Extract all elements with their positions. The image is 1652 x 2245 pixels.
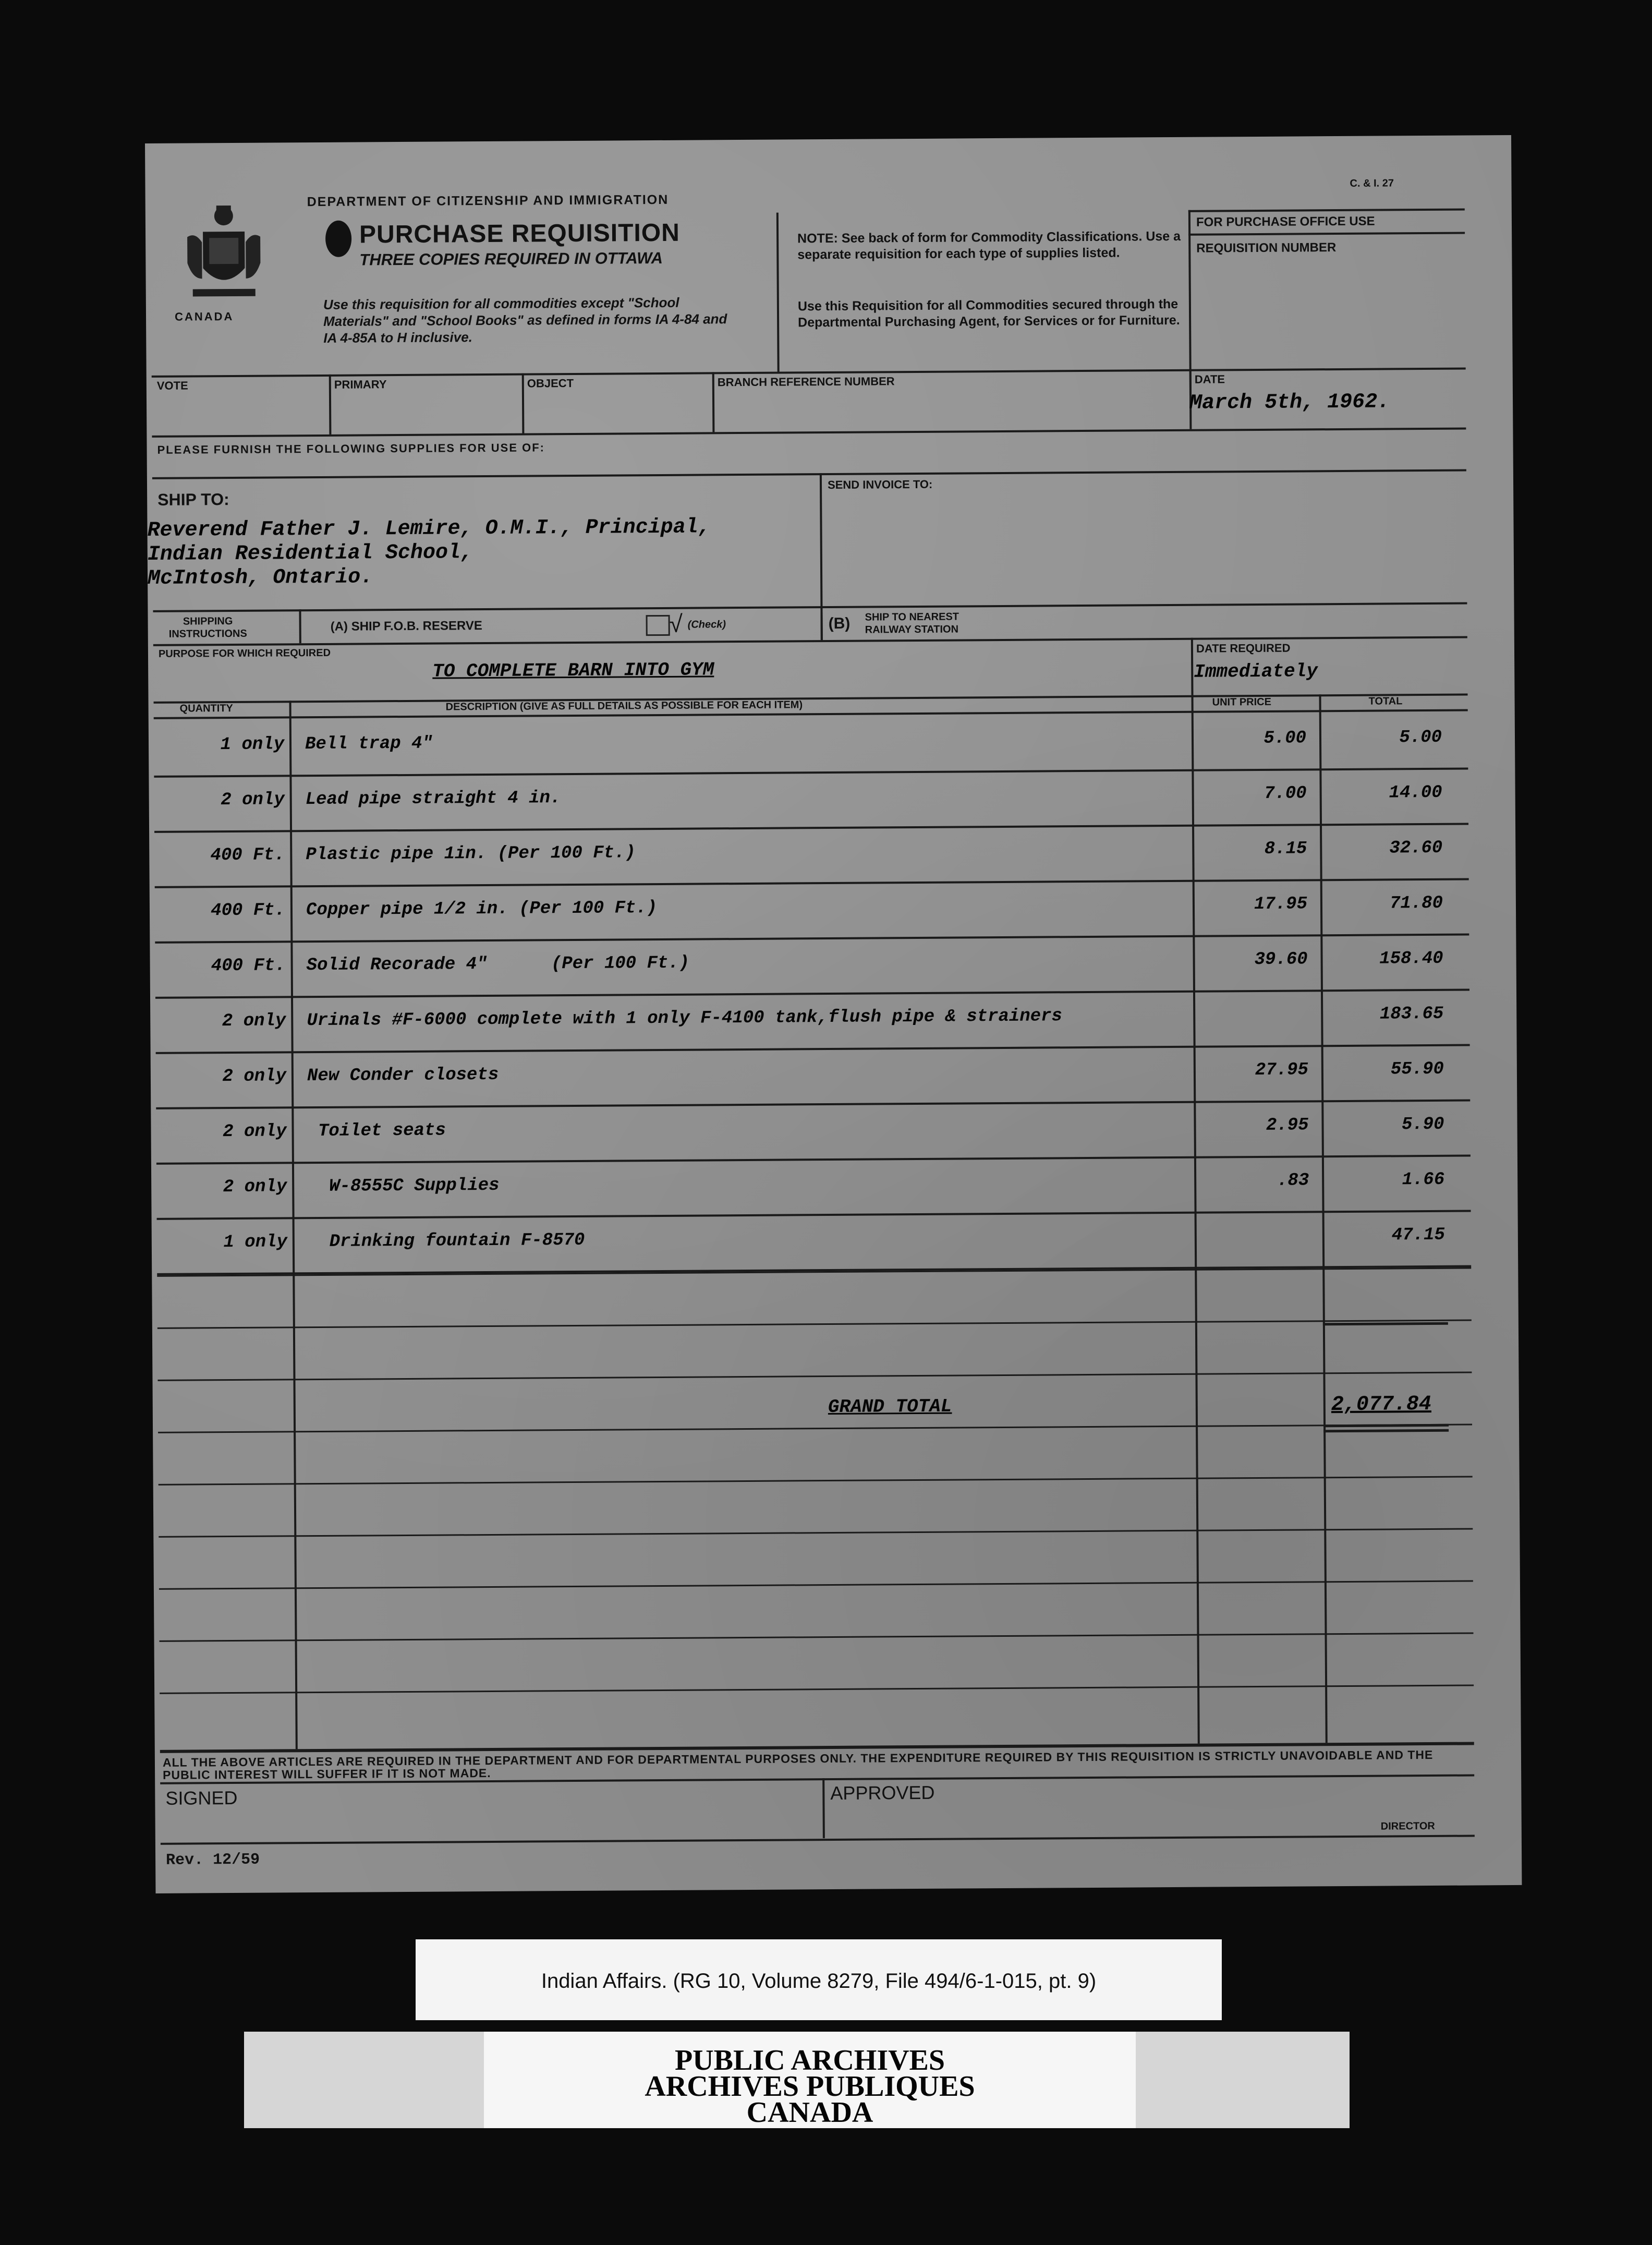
- item-total: 14.00: [1389, 782, 1442, 803]
- note-services: Use this Requisition for all Commodities secured through the Departmental Purchasing Agent, for Services or for Furniture.: [797, 296, 1180, 330]
- send-invoice-label: SEND INVOICE TO:: [827, 477, 933, 492]
- row-divider: [159, 1580, 1473, 1589]
- item-quantity: 2 only: [223, 1121, 287, 1142]
- ship-fob-checkbox[interactable]: [646, 615, 670, 636]
- item-quantity: 400 Ft.: [211, 956, 286, 976]
- item-quantity: 400 Ft.: [211, 900, 286, 921]
- requisition-form: [145, 135, 1522, 1893]
- item-unit-price: 7.00: [1264, 783, 1307, 804]
- ship-to-line: McIntosh, Ontario.: [147, 565, 373, 590]
- ship-fob-reserve-label: (A) SHIP F.O.B. RESERVE: [330, 619, 482, 634]
- item-total: 5.90: [1401, 1114, 1444, 1135]
- archive-stamp-label: [484, 2032, 1136, 2128]
- item-description: Plastic pipe 1in. (Per 100 Ft.): [306, 843, 636, 865]
- item-quantity: 2 only: [223, 1177, 287, 1198]
- grand-total-label: GRAND TOTAL: [828, 1395, 952, 1418]
- primary-label: PRIMARY: [334, 378, 387, 391]
- item-description: Lead pipe straight 4 in.: [305, 788, 561, 810]
- item-total: 71.80: [1389, 893, 1443, 914]
- date-value: March 5th, 1962.: [1189, 390, 1390, 415]
- date-required-label: DATE REQUIRED: [1196, 641, 1291, 655]
- item-unit-price: 2.95: [1266, 1115, 1309, 1136]
- item-total: 55.90: [1390, 1059, 1444, 1080]
- item-quantity: 2 only: [222, 1011, 286, 1032]
- office-use-label: FOR PURCHASE OFFICE USE: [1196, 214, 1375, 230]
- item-unit-price: 5.00: [1264, 728, 1307, 749]
- signed-label: SIGNED: [165, 1787, 238, 1809]
- archive-reference: Indian Affairs. (RG 10, Volume 8279, File 494/6-1-015, pt. 9): [541, 1970, 1097, 1993]
- check-mark: √: [669, 610, 683, 637]
- row-divider: [157, 1372, 1472, 1381]
- column-unit-price: UNIT PRICE: [1212, 696, 1271, 708]
- branch-reference-label: BRANCH REFERENCE NUMBER: [717, 375, 895, 389]
- note-commodity: NOTE: See back of form for Commodity Classifications. Use a separate requisition for each type of supplies listed.: [797, 228, 1181, 262]
- item-total: 5.00: [1399, 727, 1442, 748]
- grand-total-value: 2,077.84: [1331, 1392, 1431, 1417]
- ship-to-line: Indian Residential School,: [147, 541, 473, 566]
- declaration-text: ALL THE ABOVE ARTICLES ARE REQUIRED IN THE DEPARTMENT AND FOR DEPARTMENTAL PURPOSES ONLY. THE EXPENDITURE REQUIRED BY THIS REQUISITION IS STRICTLY UNAVOIDABLE AND THE PUBLIC INTEREST WILL SUFFER IF IT IS NOT MADE.: [162, 1747, 1434, 1782]
- item-description: Bell trap 4": [305, 733, 433, 755]
- country-label: CANADA: [174, 309, 234, 323]
- row-divider: [158, 1423, 1472, 1433]
- item-quantity: 1 only: [220, 734, 285, 755]
- archive-stamp: [244, 2032, 1350, 2128]
- form-subtitle: THREE COPIES REQUIRED IN OTTAWA: [359, 248, 663, 269]
- item-description: Solid Recorade 4" (Per 100 Ft.): [306, 953, 690, 976]
- column-description: DESCRIPTION (GIVE AS FULL DETAILS AS POSSIBLE FOR EACH ITEM): [445, 699, 803, 713]
- ship-option-b: (B): [828, 614, 851, 633]
- item-description: Drinking fountain F-8570: [308, 1230, 585, 1252]
- item-total: 47.15: [1391, 1225, 1445, 1246]
- ship-to-label: SHIP TO:: [157, 490, 229, 509]
- revision-code: Rev. 12/59: [166, 1851, 260, 1869]
- ship-to-address: [147, 515, 711, 591]
- vote-label: VOTE: [156, 379, 188, 392]
- row-divider: [157, 1320, 1472, 1329]
- row-divider: [156, 1155, 1471, 1165]
- item-quantity: 2 only: [221, 790, 285, 811]
- row-divider: [156, 1044, 1470, 1054]
- item-total: 183.65: [1379, 1004, 1444, 1024]
- item-quantity: 400 Ft.: [210, 845, 285, 866]
- item-unit-price: 39.60: [1254, 949, 1308, 970]
- ship-railway-label: SHIP TO NEAREST RAILWAY STATION: [865, 611, 959, 636]
- ship-to-line: Reverend Father J. Lemire, O.M.I., Principal,: [147, 515, 711, 542]
- row-divider: [159, 1528, 1473, 1537]
- item-quantity: 2 only: [222, 1066, 287, 1087]
- approved-label: APPROVED: [830, 1781, 935, 1804]
- item-description: New Conder closets: [307, 1065, 499, 1087]
- row-divider: [156, 1100, 1470, 1109]
- row-divider: [155, 878, 1469, 888]
- item-total: 1.66: [1402, 1169, 1445, 1190]
- director-label: DIRECTOR: [1380, 1820, 1435, 1832]
- item-description: Urinals #F-6000 complete with 1 only F-4100 tank,flush pipe & strainers: [307, 1006, 1063, 1031]
- item-unit-price: 27.95: [1255, 1060, 1309, 1081]
- item-description: Copper pipe 1/2 in. (Per 100 Ft.): [306, 898, 658, 921]
- row-divider: [154, 823, 1468, 833]
- row-divider: [157, 1210, 1471, 1220]
- item-description: Toilet seats: [307, 1120, 446, 1142]
- item-unit-price: .83: [1277, 1170, 1309, 1191]
- row-divider: [154, 768, 1468, 778]
- coat-of-arms-icon: [182, 200, 266, 305]
- row-divider: [155, 989, 1469, 999]
- item-unit-price: 17.95: [1254, 894, 1308, 915]
- check-label: (Check): [687, 619, 726, 631]
- furnish-label: PLEASE FURNISH THE FOLLOWING SUPPLIES FOR USE OF:: [157, 441, 545, 456]
- row-divider: [160, 1684, 1474, 1694]
- purpose-label: PURPOSE FOR WHICH REQUIRED: [158, 647, 331, 660]
- item-quantity: 1 only: [223, 1232, 287, 1253]
- row-divider: [159, 1476, 1473, 1485]
- requisition-number-label: REQUISITION NUMBER: [1196, 240, 1337, 256]
- form-code: C. & I. 27: [1350, 177, 1394, 189]
- archive-reference-card: [416, 1939, 1222, 2020]
- purpose-value: TO COMPLETE BARN INTO GYM: [432, 659, 714, 682]
- item-unit-price: 8.15: [1264, 839, 1307, 859]
- item-total: 158.40: [1379, 948, 1443, 969]
- archive-stamp-line: CANADA: [746, 2096, 873, 2129]
- form-title: PURCHASE REQUISITION: [359, 219, 680, 249]
- row-divider: [155, 934, 1469, 944]
- archive-stamp-line: PUBLIC ARCHIVES: [674, 2044, 945, 2077]
- item-description: W-8555C Supplies: [308, 1175, 500, 1197]
- shipping-instructions-label: SHIPPING INSTRUCTIONS: [168, 615, 247, 640]
- date-required-value: Immediately: [1194, 660, 1318, 683]
- usage-note: Use this requisition for all commodities except "School Materials" and "School Books" as defined in forms IA 4-84 and IA 4-85A to H inclusive.: [323, 294, 727, 346]
- column-total: TOTAL: [1368, 695, 1403, 707]
- object-label: OBJECT: [527, 376, 574, 390]
- department-name: DEPARTMENT OF CITIZENSHIP AND IMMIGRATION: [307, 192, 669, 210]
- column-quantity: QUANTITY: [179, 702, 233, 715]
- date-label: DATE: [1194, 372, 1225, 386]
- row-divider: [160, 1632, 1474, 1641]
- archive-stamp-line: ARCHIVES PUBLIQUES: [645, 2070, 975, 2103]
- punch-hole: [325, 221, 351, 257]
- item-total: 32.60: [1389, 838, 1443, 859]
